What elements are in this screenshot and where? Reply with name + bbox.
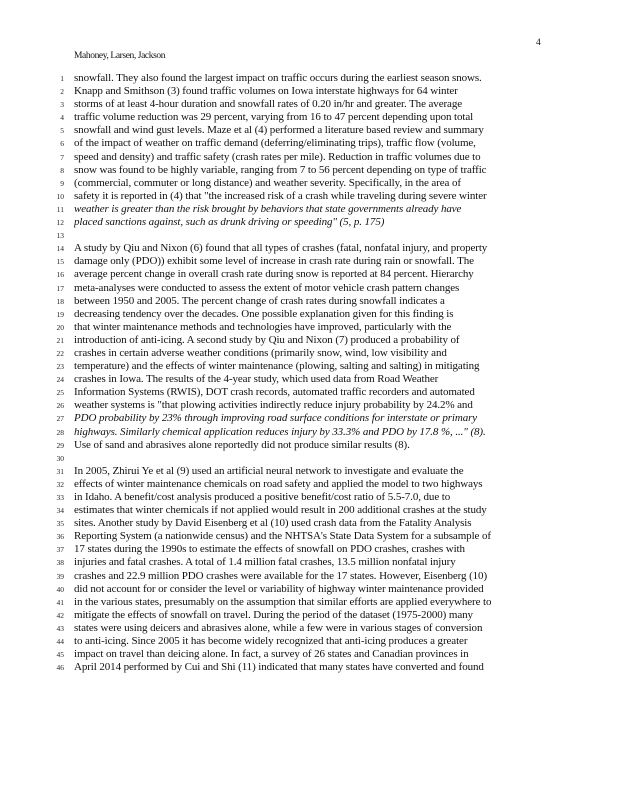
line-text: Use of sand and abrasives alone reportedly did not produce similar results (8).: [74, 438, 410, 451]
manuscript-line: [0, 229, 618, 242]
line-text: effects of winter maintenance chemicals on road safety and applied the model to two highways: [74, 477, 483, 490]
manuscript-line: [0, 124, 618, 137]
manuscript-line: [0, 85, 618, 98]
manuscript-line: [0, 635, 618, 648]
line-text: injuries and fatal crashes. A total of 1.4 million fatal crashes, 13.5 million nonfatal injury: [74, 556, 456, 569]
line-number: 33: [56, 493, 64, 502]
line-text: 17 states during the 1990s to estimate the effects of snowfall on PDO crashes, crashes with: [74, 543, 465, 556]
manuscript-line: [0, 177, 618, 190]
line-text: (commercial, commuter or long distance) and weather severity. Specifically, in the area of: [74, 176, 461, 189]
manuscript-line: [0, 412, 618, 425]
manuscript-line: [0, 596, 618, 609]
line-number: 6: [60, 139, 64, 149]
line-number: 12: [56, 218, 64, 228]
line-text: A study by Qiu and Nixon (6) found that all types of crashes (fatal, nonfatal injury, and property: [74, 242, 488, 255]
line-text: crashes and 22.9 million PDO crashes were available for the 17 states. However, Eisenberg (10): [74, 569, 488, 582]
line-number: 31: [56, 466, 64, 476]
line-number: 28: [56, 427, 64, 437]
line-text: safety it is reported in (4) that "the increased risk of a crash while traveling during severe winter: [74, 189, 487, 202]
line-text: placed sanctions against, such as drunk driving or speeding" (5, p. 175): [74, 216, 385, 229]
line-text: weather systems is "that plowing activities indirectly reduce injury probability by 24.2% and: [74, 399, 473, 412]
line-number: 8: [60, 165, 64, 175]
line-text: Knapp and Smithson (3) found traffic volumes on Iowa interstate highways for 64 winter: [74, 85, 458, 98]
line-number: 16: [56, 270, 64, 280]
manuscript-line: [0, 530, 618, 543]
line-text: between 1950 and 2005. The percent change of crash rates during snowfall indicates a: [74, 294, 445, 307]
line-number: 24: [56, 375, 64, 385]
line-number: 42: [56, 610, 64, 620]
line-number: 43: [56, 623, 64, 633]
manuscript-line: [0, 268, 618, 281]
line-number: 20: [56, 322, 64, 332]
manuscript-line: [0, 98, 618, 111]
manuscript-line: [0, 360, 618, 373]
line-number: 2: [60, 87, 64, 97]
line-text: states were using deicers and abrasives alone, while a few were in various stages of conversion: [74, 621, 483, 634]
line-number: 44: [56, 637, 64, 647]
line-text: estimates that winter chemicals if not applied would result in 200 additional crashes at the study: [74, 504, 487, 517]
line-text: PDO probability by 23% through improving road surface conditions for interstate or primary: [74, 412, 478, 425]
manuscript-line: [0, 478, 618, 491]
line-text: traffic volume reduction was 29 percent, varying from 16 to 47 percent depending upon total: [74, 111, 474, 124]
line-number: 17: [56, 283, 64, 293]
line-number: 26: [56, 401, 64, 411]
line-text: average percent change in overall crash rate during snow is reported at 84 percent. Hierarchy: [74, 268, 474, 281]
line-text: April 2014 performed by Cui and Shi (11) indicated that many states have converted and found: [74, 661, 484, 674]
running-header: Mahoney, Larsen, Jackson: [74, 51, 166, 61]
line-text: storms of at least 4-hour duration and snowfall rates of 0.20 in/hr and greater. The average: [74, 98, 462, 111]
line-number: 18: [56, 296, 64, 306]
line-number: 41: [56, 597, 64, 607]
manuscript-line: [0, 543, 618, 556]
manuscript-line: [0, 622, 618, 635]
manuscript-line: [0, 583, 618, 596]
manuscript-line: [0, 72, 618, 85]
line-number: 22: [56, 348, 64, 358]
line-number: 10: [56, 191, 64, 201]
line-text: weather is greater than the risk brought by behaviors that state governments already have: [74, 202, 462, 215]
manuscript-line: [0, 556, 618, 569]
manuscript-line: [0, 282, 618, 295]
line-text: snow was found to be highly variable, ranging from 7 to 56 percent depending on type of traffic: [74, 163, 487, 176]
line-text: impact on travel than deicing alone. In fact, a survey of 26 states and Canadian provinces in: [74, 648, 469, 661]
manuscript-line: [0, 347, 618, 360]
line-text: Reporting System (a nationwide census) and the NHTSA's State Data System for a subsample of: [74, 530, 491, 543]
manuscript-line: [0, 203, 618, 216]
manuscript-line: [0, 321, 618, 334]
manuscript-line: [0, 426, 618, 439]
line-number: 40: [56, 584, 64, 594]
line-text: in Idaho. A benefit/cost analysis produced a positive benefit/cost ratio of 5.5-7.0, due to: [74, 491, 451, 503]
line-text: did not account for or consider the level or variability of highway winter maintenance provided: [74, 582, 484, 595]
manuscript-line: [0, 452, 618, 465]
line-number: 38: [56, 558, 64, 568]
manuscript-line: [0, 137, 618, 150]
line-text: crashes in certain adverse weather conditions (primarily snow, wind, low visibility and: [74, 346, 447, 359]
line-number: 19: [56, 309, 64, 319]
manuscript-line: [0, 570, 618, 583]
line-number: 13: [56, 231, 64, 241]
manuscript-line: [0, 386, 618, 399]
line-number: 15: [56, 257, 64, 267]
line-text: snowfall and wind gust levels. Maze et al (4) performed a literature based review and summary: [74, 124, 484, 137]
line-number: 39: [56, 571, 64, 581]
manuscript-line: [0, 190, 618, 203]
line-number: 32: [56, 479, 64, 489]
line-number: 4: [60, 113, 64, 123]
manuscript-line: [0, 295, 618, 308]
manuscript-line: [0, 648, 618, 661]
manuscript-line: [0, 517, 618, 530]
line-text: mitigate the effects of snowfall on travel. During the period of the dataset (1975-2000) many: [74, 608, 473, 621]
line-number: 23: [56, 362, 64, 372]
line-number: 27: [56, 414, 64, 424]
line-number: 14: [56, 244, 64, 254]
page-number: 4: [536, 38, 541, 48]
line-text: sites. Another study by David Eisenberg et al (10) used crash data from the Fatality Analysis: [74, 517, 472, 530]
line-number: 34: [56, 506, 64, 516]
manuscript-line: [0, 255, 618, 268]
manuscript-line: [0, 609, 618, 622]
line-number: 3: [60, 100, 64, 110]
line-text: of the impact of weather on traffic demand (deferring/eliminating trips), traffic flow (volume,: [74, 137, 476, 150]
manuscript-line: [0, 242, 618, 255]
line-text: speed and density) and traffic safety (crash rates per mile). Reduction in traffic volumes due to: [74, 150, 481, 163]
line-number: 21: [56, 335, 64, 345]
line-text: introduction of anti-icing. A second study by Qiu and Nixon (7) produced a probability of: [74, 333, 460, 346]
line-number: 7: [60, 152, 64, 162]
manuscript-line: [0, 373, 618, 386]
line-number: 46: [56, 663, 64, 673]
line-number: 30: [56, 453, 64, 463]
line-number: 36: [56, 532, 64, 542]
line-number: 37: [56, 545, 64, 555]
line-text: meta-analyses were conducted to assess the extent of motor vehicle crash pattern changes: [74, 281, 460, 294]
line-text: temperature) and the effects of winter maintenance (plowing, salting and salting) in mitigating: [74, 360, 480, 373]
manuscript-line: [0, 334, 618, 347]
manuscript-line: [0, 661, 618, 674]
line-text: in the various states, presumably on the assumption that similar efforts are applied everywhere to: [74, 595, 492, 608]
manuscript-line: [0, 151, 618, 164]
line-number: 29: [56, 440, 64, 450]
line-number: 25: [56, 388, 64, 398]
manuscript-line: [0, 465, 618, 478]
line-number: 5: [60, 126, 64, 136]
line-text: crashes in Iowa. The results of the 4-year study, which used data from Road Weather: [74, 373, 439, 386]
manuscript-line: [0, 216, 618, 229]
manuscript-line: [0, 504, 618, 517]
line-text: that winter maintenance methods and technologies have improved, particularly with the: [74, 320, 452, 333]
manuscript-line: [0, 308, 618, 321]
manuscript-line: [0, 439, 618, 452]
line-text: to anti-icing. Since 2005 it has become widely recognized that anti-icing produces a greater: [74, 635, 468, 648]
line-number: 45: [56, 650, 64, 660]
manuscript-line: [0, 491, 618, 504]
line-text: In 2005, Zhirui Ye et al (9) used an artificial neural network to investigate and evaluate the: [74, 464, 464, 477]
manuscript-line: [0, 399, 618, 412]
line-number: 35: [56, 519, 64, 529]
line-text: highways. Similarly chemical application reduces injury by 33.3% and PDO by 17.8 %, ..." (8).: [74, 425, 486, 438]
line-text: snowfall. They also found the largest impact on traffic occurs during the earliest season snows.: [74, 72, 482, 84]
manuscript-line: [0, 111, 618, 124]
line-text: decreasing tendency over the decades. One possible explanation given for this finding is: [74, 307, 454, 320]
line-text: damage only (PDO)) exhibit some level of increase in crash rate during rain or snowfall. The: [74, 255, 474, 268]
line-text: Information Systems (RWIS), DOT crash records, automated traffic recorders and automated: [74, 386, 475, 399]
line-number: 9: [60, 178, 64, 188]
manuscript-line: [0, 164, 618, 177]
line-number: 11: [56, 204, 64, 214]
line-number: 1: [60, 74, 64, 83]
manuscript-body: [0, 72, 618, 674]
